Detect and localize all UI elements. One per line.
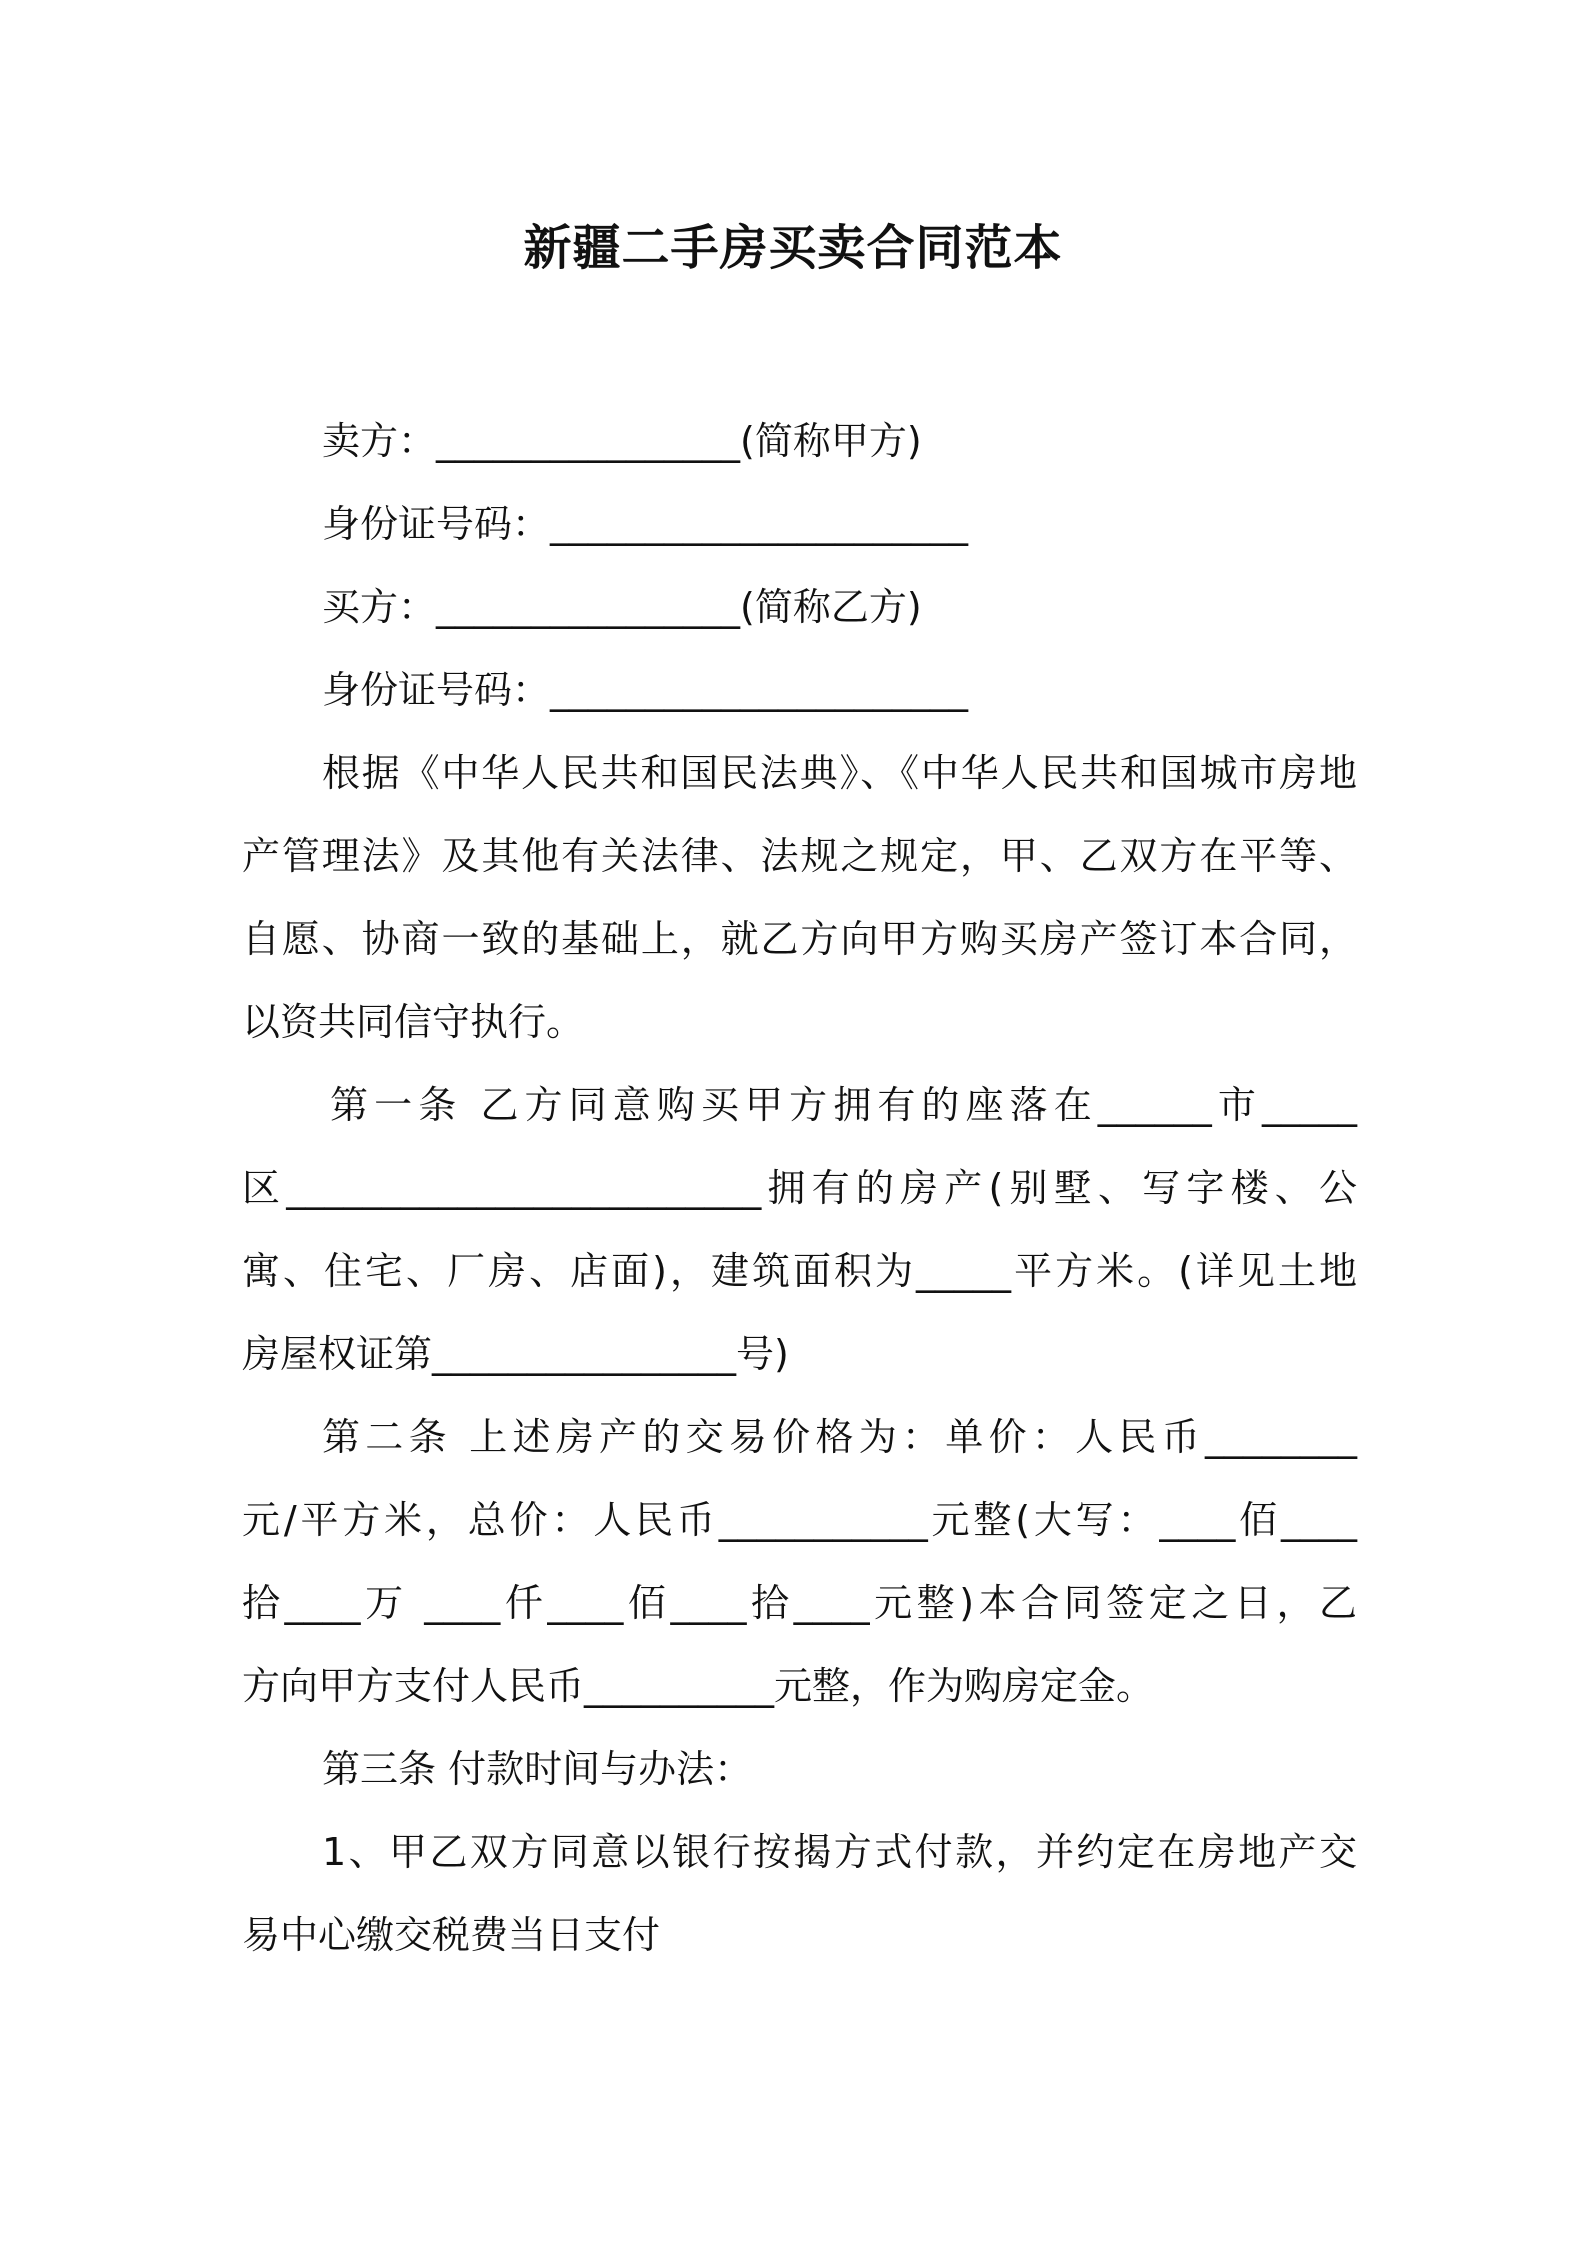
text-line: 产管理法》及其他有关法律、法规之规定，甲、乙双方在平等、 (242, 834, 1357, 878)
text-line: 第三条 付款时间与办法： (322, 1747, 753, 1791)
text-line: 自愿、协商一致的基础上，就乙方向甲方购买房产签订本合同， (242, 917, 1357, 961)
document-body (242, 400, 1357, 1977)
text-line: 根据《中华人民共和国民法典》、《中华人民共和国城市房地 (322, 751, 1357, 795)
text-line: 方向甲方支付人民币__________元整，作为购房定金。 (242, 1664, 1155, 1708)
text-line: 寓、住宅、厂房、店面)，建筑面积为_____平方米。(详见土地 (242, 1249, 1357, 1293)
text-line: 元/平方米，总价：人民币___________元整(大写：____佰____ (242, 1498, 1357, 1542)
text-line: 卖方：________________(简称甲方) (322, 419, 922, 463)
text-line: 身份证号码：______________________ (322, 668, 969, 712)
text-line: 区_________________________拥有的房产(别墅、写字楼、公 (242, 1166, 1357, 1210)
text-line: 身份证号码：______________________ (322, 502, 969, 546)
text-line: 房屋权证第________________号) (242, 1332, 789, 1376)
text-line: 第一条 乙方同意购买甲方拥有的座落在______市_____ (330, 1083, 1357, 1127)
text-line: 1、甲乙双方同意以银行按揭方式付款，并约定在房地产交 (322, 1830, 1357, 1874)
document-title: 新疆二手房买卖合同范本 (523, 220, 1063, 276)
text-line: 易中心缴交税费当日支付 (242, 1913, 661, 1957)
text-line: 拾____万 ____仟____佰____拾____元整)本合同签定之日，乙 (242, 1581, 1357, 1625)
text-line: 以资共同信守执行。 (242, 1000, 585, 1044)
text-line: 第二条 上述房产的交易价格为：单价：人民币________ (322, 1415, 1357, 1459)
text-line: 买方：________________(简称乙方) (322, 585, 922, 629)
